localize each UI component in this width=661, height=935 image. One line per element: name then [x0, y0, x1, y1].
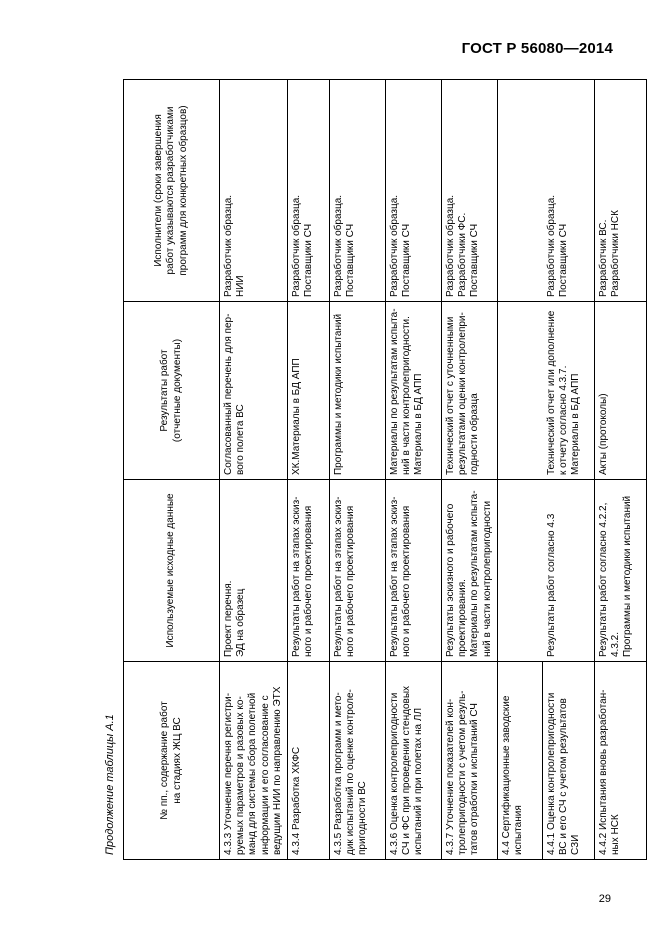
header-cell: Исполнители (сроки завершения работ указываются разработчиками программ для конкретных образцов): [124, 80, 220, 302]
table-cell: [220, 662, 288, 860]
table-cell: [543, 480, 595, 662]
table-cell: [220, 480, 288, 662]
cell-line: Разработчик образца.: [291, 194, 302, 297]
table-cell: [595, 80, 647, 302]
table-cell: [442, 662, 498, 860]
cell-line: ВС и его СЧ с учетом результатов: [558, 698, 570, 855]
cell-line: ного и рабочего проектирования: [401, 505, 413, 657]
table-cell: [330, 662, 386, 860]
cell-line: Разработчик образца.: [333, 194, 344, 297]
cell-line: Технический отчет или дополнение: [545, 310, 557, 475]
table-caption: Продолжение таблицы А.1: [104, 714, 116, 855]
cell-line: Разработчик ВС.: [598, 219, 609, 297]
page-number: 29: [598, 893, 611, 905]
cell-line: Результаты работ согласно 4.2.2,: [598, 502, 609, 657]
table-cell: [330, 80, 386, 302]
cell-line: Разработчик образца.: [389, 194, 400, 297]
table-cell: [442, 302, 498, 480]
cell-line: Согласованный перечень для пер-: [223, 313, 234, 475]
cell-line: результатами оценки контролепри-: [457, 312, 469, 475]
table-cell: [498, 662, 543, 860]
cell-line: манд для системы сбора полетной: [247, 692, 259, 855]
rotated-table-wrapper: [123, 80, 634, 860]
cell-line: Разработчики НСК: [610, 210, 622, 297]
works-table: [123, 79, 647, 860]
cell-line: Поставщики СЧ: [401, 223, 413, 297]
cell-line: татов отработки и испытаний СЧ: [469, 703, 481, 855]
table-cell: [498, 480, 543, 662]
cell-line: Материалы по результатам испыта-: [389, 308, 400, 475]
cell-line: СЗИ: [570, 834, 582, 855]
cell-line: Разработчик образца.: [445, 194, 456, 297]
table-cell: [288, 480, 330, 662]
cell-line: СЧ и ФС при проведении стендовых: [401, 685, 413, 855]
table-cell: [595, 480, 647, 662]
cell-line: 4.4 Сертификационные заводские: [501, 695, 512, 855]
cell-line: руемых параметров и разовых ко-: [235, 696, 247, 855]
cell-line: 4.3.4 Разработка ХКФС: [291, 746, 302, 855]
cell-line: Результаты работ на этапах эскиз-: [333, 496, 344, 657]
cell-line: Разработчики ФС.: [457, 212, 469, 297]
table-cell: [498, 302, 543, 480]
cell-line: Результаты работ на этапах эскиз-: [291, 496, 302, 657]
table-cell: [288, 80, 330, 302]
cell-line: ного и рабочего проектирования: [303, 505, 315, 657]
table-header-row: [124, 80, 220, 860]
table-row: [498, 80, 543, 860]
cell-line: ведущим НИИ по направлению ЭТХ: [271, 686, 283, 855]
cell-line: Поставщики СЧ: [557, 223, 569, 297]
cell-line: Разработчик образца.: [223, 194, 234, 297]
cell-line: Материалы в БД АПП: [569, 373, 581, 475]
table-body: [220, 80, 647, 860]
cell-line: испытаний и при полетах на ЛЛ: [413, 707, 425, 855]
cell-line: ХК.Материалы в БД АПП: [291, 358, 302, 475]
cell-line: годности образца: [469, 393, 481, 475]
table-cell: [288, 662, 330, 860]
cell-line: 4.4.2 Испытания вновь разработан-: [598, 689, 609, 855]
table-row: [288, 80, 330, 860]
cell-line: тролепригодности с учетом резуль-: [457, 690, 469, 855]
table-cell: [220, 80, 288, 302]
table-cell: [543, 80, 595, 302]
cell-line: Результаты работ согласно 4.3: [545, 513, 557, 657]
cell-line: 4.3.5 Разработка программ и мето-: [333, 692, 344, 855]
table-cell: [288, 302, 330, 480]
table-cell: [543, 302, 595, 480]
cell-line: Поставщики СЧ: [469, 223, 481, 297]
table-cell: [220, 302, 288, 480]
table-cell: [386, 662, 442, 860]
cell-line: Акты (протоколы): [598, 393, 609, 475]
table-cell: [595, 662, 647, 860]
table-cell: [386, 80, 442, 302]
cell-line: вого полета ВС: [235, 404, 247, 475]
table-cell: [330, 302, 386, 480]
cell-line: к отчету согласно 4.3.7.: [557, 365, 569, 475]
table-cell: [386, 302, 442, 480]
header-cell: Используемые исходные данные: [124, 480, 220, 662]
cell-line: Программы и методики испытаний: [333, 313, 344, 475]
cell-line: Результаты работ на этапах эскиз-: [389, 496, 400, 657]
cell-line: 4.3.6 Оценка контролепригодности: [389, 692, 400, 855]
cell-line: 4.3.7 Уточнение показателей кон-: [445, 698, 456, 855]
table-cell: [330, 480, 386, 662]
cell-line: 4.3.3 Уточнение перечня регистри-: [223, 692, 234, 855]
table-row: [386, 80, 442, 860]
cell-line: испытания: [513, 805, 525, 855]
table-cell: [386, 480, 442, 662]
cell-line: ного и рабочего проектирования: [345, 505, 357, 657]
cell-line: 4.3.2.: [610, 631, 622, 657]
cell-line: дик испытаний по оценке контроле-: [345, 689, 357, 855]
table-cell: [595, 302, 647, 480]
cell-line: пригодности ВС: [357, 781, 369, 855]
table-row: [543, 80, 595, 860]
table-cell: [442, 80, 498, 302]
cell-line: Проект перечня.: [223, 580, 234, 657]
cell-line: 4.4.1 Оценка контролепригодности: [546, 692, 557, 855]
cell-line: Результаты эскизного и рабочего: [445, 503, 456, 657]
header-cell: № пп., содержание работ на стадиях ЖЦ ВС: [124, 662, 220, 860]
cell-line: проектирования.: [457, 579, 469, 657]
cell-line: Разработчик образца.: [545, 194, 557, 297]
cell-line: Технический отчет с уточненными: [445, 316, 456, 475]
table-row: [442, 80, 498, 860]
document-code: ГОСТ Р 56080—2014: [461, 40, 613, 57]
cell-line: ний в части контролепригодности: [481, 500, 493, 657]
header-cell: Результаты работ (отчетные документы): [124, 302, 220, 480]
cell-line: Программы и методики испытаний: [622, 495, 634, 657]
cell-line: ЭД на образец: [235, 588, 247, 657]
cell-line: НИИ: [235, 275, 247, 297]
cell-line: Материалы в БД АПП: [413, 373, 425, 475]
table-cell: [498, 80, 543, 302]
cell-line: Поставщики СЧ: [303, 223, 315, 297]
table-cell: [543, 662, 595, 860]
cell-line: Материалы по результатам испыта-: [469, 490, 481, 657]
cell-line: информации и его согласование с: [259, 695, 271, 855]
table-row: [595, 80, 647, 860]
cell-line: Поставщики СЧ: [345, 223, 357, 297]
cell-line: ний в части контролепригодности.: [401, 316, 413, 475]
table-cell: [442, 480, 498, 662]
table-row: [220, 80, 288, 860]
table-row: [330, 80, 386, 860]
cell-line: ных НСК: [610, 814, 622, 855]
